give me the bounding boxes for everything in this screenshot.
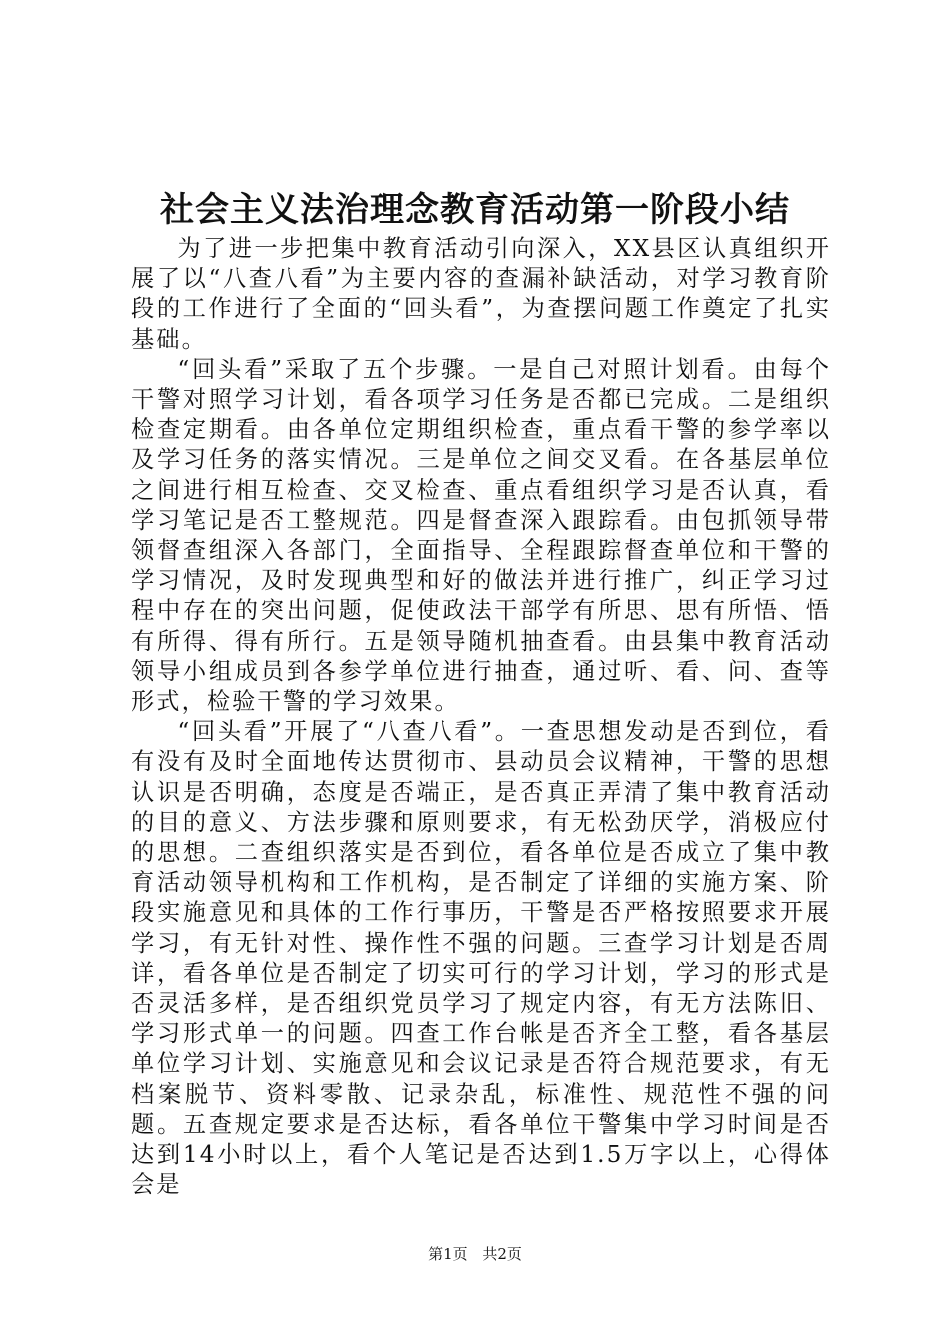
document-title: 社会主义法治理念教育活动第一阶段小结 — [160, 190, 790, 230]
page-total: 共2页 — [482, 1245, 522, 1263]
paragraph-five-steps: “回头看”采取了五个步骤。一是自己对照计划看。由每个干警对照学习计划，看各项学习任务是否都已完成。二是组织检查定期看。由各单位定期组织检查，重点看干警的参学率以及学习任务的落实情况。三是单位之间交叉看。在各基层单位之间进行相互检查、交叉检查、重点看组织学习是否认真，看学习笔记是否工整规范。四是督查深入跟踪看。由包抓领导带领督查组深入各部门，全面指导、全程跟踪督查单位和干警的学习情况，及时发现典型和好的做法并进行推广，纠正学习过程中存在的突出问题，促使政法干部学有所思、思有所悟、悟有所得、得有所行。五是领导随机抽查看。由县集中教育活动领导小组成员到各参学单位进行抽查，通过听、看、问、查等形式，检验干警的学习效果。 — [131, 355, 831, 716]
page-number: 第1页 — [428, 1245, 468, 1263]
paragraph-eight-checks: “回头看”开展了“八查八看”。一查思想发动是否到位，看有没有及时全面地传达贯彻市、县动员会议精神，干警的思想认识是否明确，态度是否端正，是否真正弄清了集中教育活动的目的意义、方法步骤和原则要求，有无松劲厌学，消极应付的思想。二查组织落实是否到位，看各单位是否成立了集中教育活动领导机构和工作机构，是否制定了详细的实施方案、阶段实施意见和具体的工作行事历，干警是否严格按照要求开展学习，有无针对性、操作性不强的问题。三查学习计划是否周详，看各单位是否制定了切实可行的学习计划，学习的形式是否灵活多样，是否组织党员学习了规定内容，有无方法陈旧、学习形式单一的问题。四查工作台帐是否齐全工整，看各基层单位学习计划、实施意见和会议记录是否符合规范要求，有无档案脱节、资料零散、记录杂乱，标准性、规范性不强的问题。五查规定要求是否达标，看各单位干警集中学习时间是否达到14小时以上，看个人笔记是否达到1.5万字以上，心得体会是 — [131, 718, 831, 1199]
paragraph-intro: 为了进一步把集中教育活动引向深入，XX县区认真组织开展了以“八查八看”为主要内容的查漏补缺活动，对学习教育阶段的工作进行了全面的“回头看”，为查摆问题工作奠定了扎实基础。 — [131, 235, 831, 353]
page-footer — [0, 1244, 950, 1264]
document-body — [131, 234, 831, 1201]
